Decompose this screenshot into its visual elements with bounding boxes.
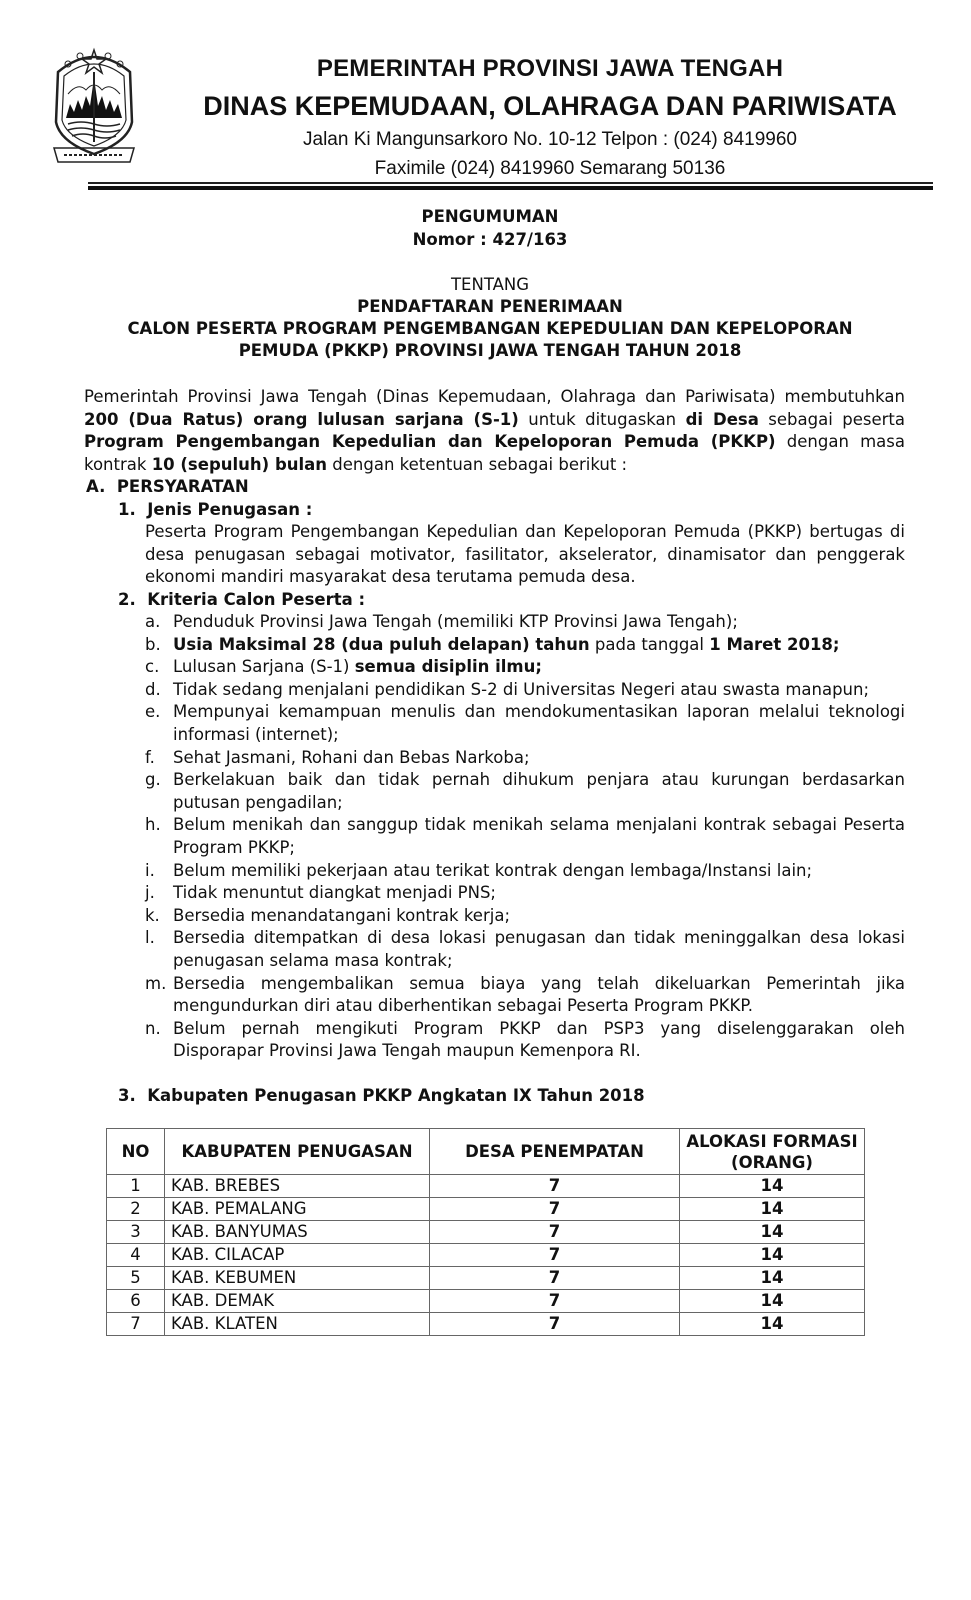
subject-line: CALON PESERTA PROGRAM PENGEMBANGAN KEPEDULIAN DAN KEPELOPORAN — [127, 319, 853, 338]
cell-alokasi: 14 — [680, 1198, 865, 1221]
intro-text: dengan ketentuan sebagai berikut : — [327, 454, 628, 474]
table-row — [107, 1244, 865, 1267]
criteria-bold: 1 Maret 2018; — [709, 634, 840, 654]
criteria-letter: c. — [145, 657, 160, 677]
cell-alokasi: 14 — [680, 1313, 865, 1336]
criteria-letter: h. — [145, 815, 161, 835]
intro-text: Pemerintah Provinsi Jawa Tengah (Dinas Kepemudaan, Olahraga dan Pariwisata) membutuhkan — [84, 387, 905, 406]
criteria-item — [145, 701, 905, 746]
announcement-number: Nomor : 427/163 — [412, 230, 568, 249]
criteria-item — [145, 905, 905, 928]
item-3-heading: 3. Kabupaten Penugasan PKKP Angkatan IX Tahun 2018 — [118, 1086, 645, 1105]
column-header-desa: DESA PENEMPATAN — [430, 1129, 680, 1175]
announcement-subject — [80, 296, 900, 362]
criteria-item — [145, 747, 905, 770]
subject-line: PENDAFTARAN PENERIMAAN — [357, 297, 623, 316]
criteria-item — [145, 860, 905, 883]
criteria-item — [145, 927, 905, 972]
criteria-item — [145, 769, 905, 814]
cell-no: 1 — [107, 1175, 165, 1198]
criteria-letter: e. — [145, 702, 161, 722]
cell-no: 7 — [107, 1313, 165, 1336]
central-java-coat-of-arms-icon — [48, 42, 140, 170]
cell-desa: 7 — [430, 1244, 680, 1267]
table-row — [107, 1267, 865, 1290]
criteria-bold: Usia Maksimal 28 (dua puluh delapan) tahun — [173, 634, 590, 654]
announcement-header — [80, 205, 900, 251]
cell-kabupaten: KAB. CILACAP — [165, 1244, 430, 1267]
criteria-list — [145, 611, 905, 1063]
about-label: TENTANG — [450, 275, 530, 294]
criteria-item — [145, 634, 905, 657]
cell-kabupaten: KAB. BREBES — [165, 1175, 430, 1198]
cell-desa: 7 — [430, 1175, 680, 1198]
intro-text: sebagai peserta — [758, 409, 905, 429]
section-a-heading: A. PERSYARATAN — [86, 477, 249, 496]
criteria-text: Belum menikah dan sanggup tidak menikah selama menjalani kontrak sebagai Peserta Program PKKP; — [173, 815, 905, 857]
subject-line: PEMUDA (PKKP) PROVINSI JAWA TENGAH TAHUN 2018 — [238, 341, 742, 360]
letterhead-agency: DINAS KEPEMUDAAN, OLAHRAGA DAN PARIWISATA — [203, 91, 897, 121]
criteria-text: Mempunyai kemampuan menulis dan mendokumentasikan laporan melalui teknologi informasi (internet); — [173, 702, 905, 744]
cell-alokasi: 14 — [680, 1290, 865, 1313]
criteria-letter: j. — [145, 883, 155, 903]
criteria-item — [145, 1018, 905, 1063]
item-1-text: Peserta Program Pengembangan Kepedulian dan Kepeloporan Pemuda (PKKP) bertugas di desa penugasan sebagai motivator, fasilitator, akselerator, dinamisator dan penggerak ekonomi mandiri masyarakat desa terutama pemuda desa. — [145, 522, 905, 586]
letterhead-government: PEMERINTAH PROVINSI JAWA TENGAH — [316, 55, 784, 82]
letterhead-address: Jalan Ki Mangunsarkoro No. 10-12 Telpon : (024) 8419960 — [303, 129, 797, 150]
cell-alokasi: 14 — [680, 1175, 865, 1198]
intro-paragraph — [84, 386, 905, 476]
intro-text: dengan masa kontrak — [84, 432, 905, 474]
cell-desa: 7 — [430, 1221, 680, 1244]
criteria-letter: a. — [145, 612, 161, 631]
table-row — [107, 1175, 865, 1198]
table-row — [107, 1221, 865, 1244]
criteria-text: Tidak menuntut diangkat menjadi PNS; — [173, 883, 496, 903]
item-2-heading: 2. Kriteria Calon Peserta : — [118, 590, 366, 609]
criteria-item — [145, 973, 905, 1018]
allocation-table — [106, 1128, 865, 1336]
criteria-item — [145, 882, 905, 905]
criteria-plain: Lulusan Sarjana (S-1) — [173, 657, 355, 677]
table-row — [107, 1290, 865, 1313]
announcement-title: PENGUMUMAN — [421, 207, 559, 226]
criteria-letter: g. — [145, 770, 161, 790]
criteria-text: Berkelakuan baik dan tidak pernah dihukum penjara atau kurungan berdasarkan putusan pengadilan; — [173, 770, 905, 812]
criteria-text: Bersedia mengembalikan semua biaya yang telah dikeluarkan Pemerintah jika mengundurkan diri atau diberhentikan sebagai Peserta Program PKKP. — [173, 973, 905, 1016]
criteria-plain: pada tanggal — [589, 634, 710, 654]
letterhead-divider-thin — [88, 182, 933, 184]
criteria-letter: m. — [145, 973, 167, 993]
cell-desa: 7 — [430, 1198, 680, 1221]
criteria-text: Bersedia ditempatkan di desa lokasi penugasan dan tidak meninggalkan desa lokasi penugasan selama masa kontrak; — [173, 928, 905, 970]
cell-desa: 7 — [430, 1290, 680, 1313]
letterhead — [150, 54, 950, 182]
criteria-letter: f. — [145, 747, 155, 767]
cell-kabupaten: KAB. PEMALANG — [165, 1198, 430, 1221]
criteria-bold: semua disiplin ilmu; — [354, 657, 542, 677]
column-header-kabupaten: KABUPATEN PENUGASAN — [165, 1129, 430, 1175]
table-header-row — [107, 1129, 865, 1175]
column-header-no: NO — [107, 1129, 165, 1175]
cell-desa: 7 — [430, 1313, 680, 1336]
criteria-letter: k. — [145, 905, 160, 925]
criteria-item — [145, 656, 905, 679]
column-header-alokasi: ALOKASI FORMASI (ORANG) — [680, 1129, 865, 1175]
criteria-text: Penduduk Provinsi Jawa Tengah (memiliki KTP Provinsi Jawa Tengah); — [173, 612, 738, 631]
intro-bold: Program Pengembangan Kepedulian dan Kepeloporan Pemuda (PKKP) — [84, 432, 776, 451]
cell-alokasi: 14 — [680, 1221, 865, 1244]
intro-text: untuk ditugaskan — [518, 409, 686, 429]
cell-kabupaten: KAB. DEMAK — [165, 1290, 430, 1313]
criteria-letter: n. — [145, 1018, 161, 1038]
cell-no: 4 — [107, 1244, 165, 1267]
cell-desa: 7 — [430, 1267, 680, 1290]
criteria-text: Bersedia menandatangani kontrak kerja; — [173, 905, 511, 925]
letterhead-fax: Faximile (024) 8419960 Semarang 50136 — [374, 158, 726, 179]
letterhead-divider-thick — [88, 186, 933, 190]
cell-kabupaten: KAB. KEBUMEN — [165, 1267, 430, 1290]
cell-kabupaten: KAB. BANYUMAS — [165, 1221, 430, 1244]
cell-no: 3 — [107, 1221, 165, 1244]
intro-bold: 10 (sepuluh) bulan — [151, 454, 328, 474]
cell-no: 5 — [107, 1267, 165, 1290]
criteria-item — [145, 679, 905, 702]
criteria-text — [173, 634, 905, 657]
cell-alokasi: 14 — [680, 1267, 865, 1290]
criteria-text — [173, 656, 905, 679]
criteria-letter: i. — [145, 860, 155, 880]
criteria-item — [145, 814, 905, 859]
intro-bold: 200 (Dua Ratus) orang lulusan sarjana (S-1) — [84, 409, 519, 429]
criteria-letter: b. — [145, 634, 161, 654]
table-row — [107, 1313, 865, 1336]
cell-no: 6 — [107, 1290, 165, 1313]
intro-bold: di Desa — [685, 409, 759, 429]
table-row — [107, 1198, 865, 1221]
cell-no: 2 — [107, 1198, 165, 1221]
criteria-text: Belum pernah mengikuti Program PKKP dan PSP3 yang diselenggarakan oleh Disporapar Provinsi Jawa Tengah maupun Kemenpora RI. — [173, 1018, 905, 1061]
item-1-heading: 1. Jenis Penugasan : — [118, 500, 313, 519]
cell-kabupaten: KAB. KLATEN — [165, 1313, 430, 1336]
cell-alokasi: 14 — [680, 1244, 865, 1267]
criteria-letter: l. — [145, 928, 155, 948]
criteria-text: Belum memiliki pekerjaan atau terikat kontrak dengan lembaga/Instansi lain; — [173, 860, 813, 880]
criteria-item — [145, 611, 905, 634]
criteria-letter: d. — [145, 679, 161, 699]
criteria-text: Tidak sedang menjalani pendidikan S-2 di Universitas Negeri atau swasta manapun; — [173, 679, 870, 699]
criteria-text: Sehat Jasmani, Rohani dan Bebas Narkoba; — [173, 747, 530, 767]
